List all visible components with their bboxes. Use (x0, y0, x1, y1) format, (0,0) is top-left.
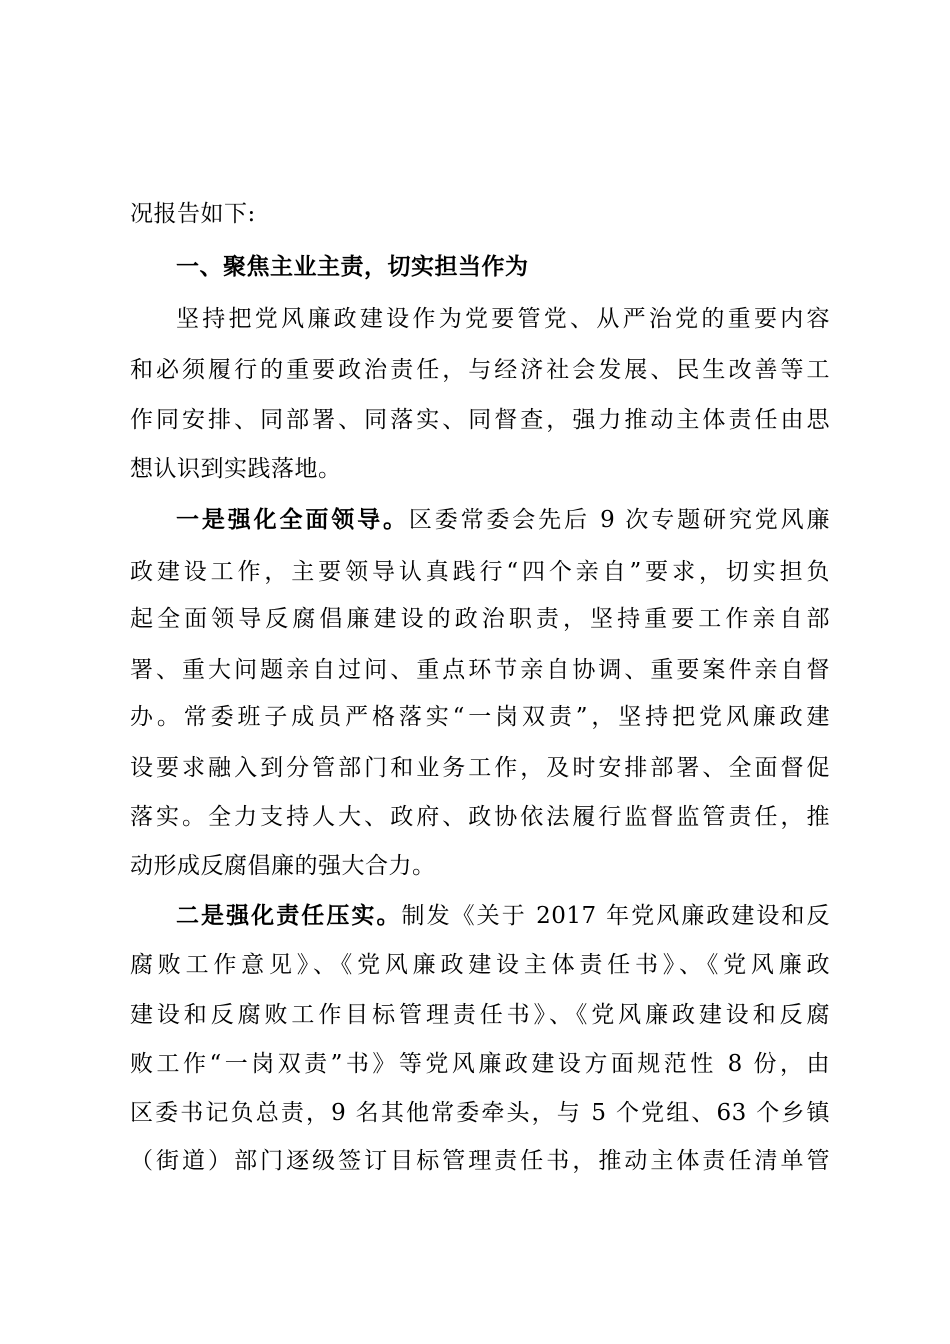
line-text: 腐败工作意见》、《党风廉政建设主体责任书》、《党风廉政 (130, 952, 830, 978)
line-text: 败工作“一岗双责”书》等党风廉政建设方面规范性 8 份，由 (130, 1051, 830, 1077)
line-text: 和必须履行的重要政治责任，与经济社会发展、民生改善等工 (130, 357, 830, 383)
line-text: 办。常委班子成员严格落实“一岗双责”，坚持把党风廉政建 (130, 704, 830, 730)
text-line (130, 802, 830, 832)
text-line (130, 405, 830, 435)
line-text: 起全面领导反腐倡廉建设的政治职责，坚持重要工作亲自部 (130, 606, 830, 632)
text-line (130, 655, 830, 685)
line-text: 署、重大问题亲自过问、重点环节亲自协调、重要案件亲自督 (130, 657, 830, 683)
text-line (176, 901, 830, 931)
text-line (130, 1098, 830, 1128)
paragraph-lead-bold: 一是强化全面领导。 (176, 506, 409, 533)
text-line (130, 851, 830, 881)
section-heading (176, 252, 830, 282)
line-text: 况报告如下: (130, 201, 256, 227)
text-line (130, 355, 830, 385)
text-line (130, 1146, 830, 1176)
text-line (130, 1000, 830, 1030)
line-text: 设要求融入到分管部门和业务工作，及时安排部署、全面督促 (130, 755, 830, 781)
line-text: 动形成反腐倡廉的强大合力。 (130, 853, 436, 879)
text-line (130, 557, 830, 587)
paragraph-lead-bold: 二是强化责任压实。 (176, 902, 402, 929)
text-line (130, 753, 830, 783)
line-text: （街道）部门逐级签订目标管理责任书，推动主体责任清单管 (130, 1148, 830, 1174)
line-text: 坚持把党风廉政建设作为党要管党、从严治党的重要内容 (176, 306, 830, 332)
text-line (130, 1049, 830, 1079)
line-text: 政建设工作，主要领导认真践行“四个亲自”要求，切实担负 (130, 559, 830, 585)
line-text: 区委常委会先后 9 次专题研究党风廉 (408, 507, 830, 533)
line-text: 区委书记负总责，9 名其他常委牵头，与 5 个党组、63 个乡镇 (130, 1100, 830, 1126)
heading-text: 一、聚焦主业主责，切实担当作为 (176, 254, 529, 280)
text-line (176, 304, 830, 334)
line-text: 想认识到实践落地。 (130, 456, 342, 482)
line-text: 建设和反腐败工作目标管理责任书》、《党风廉政建设和反腐 (130, 1002, 830, 1028)
text-line (130, 199, 830, 229)
text-line (176, 505, 830, 535)
text-line (130, 950, 830, 980)
line-text: 作同安排、同部署、同落实、同督查，强力推动主体责任由思 (130, 407, 830, 433)
text-line (130, 702, 830, 732)
line-text: 制发《关于 2017 年党风廉政建设和反 (401, 903, 831, 929)
text-line (130, 604, 830, 634)
text-line (130, 454, 830, 484)
line-text: 落实。全力支持人大、政府、政协依法履行监督监管责任，推 (130, 804, 830, 830)
